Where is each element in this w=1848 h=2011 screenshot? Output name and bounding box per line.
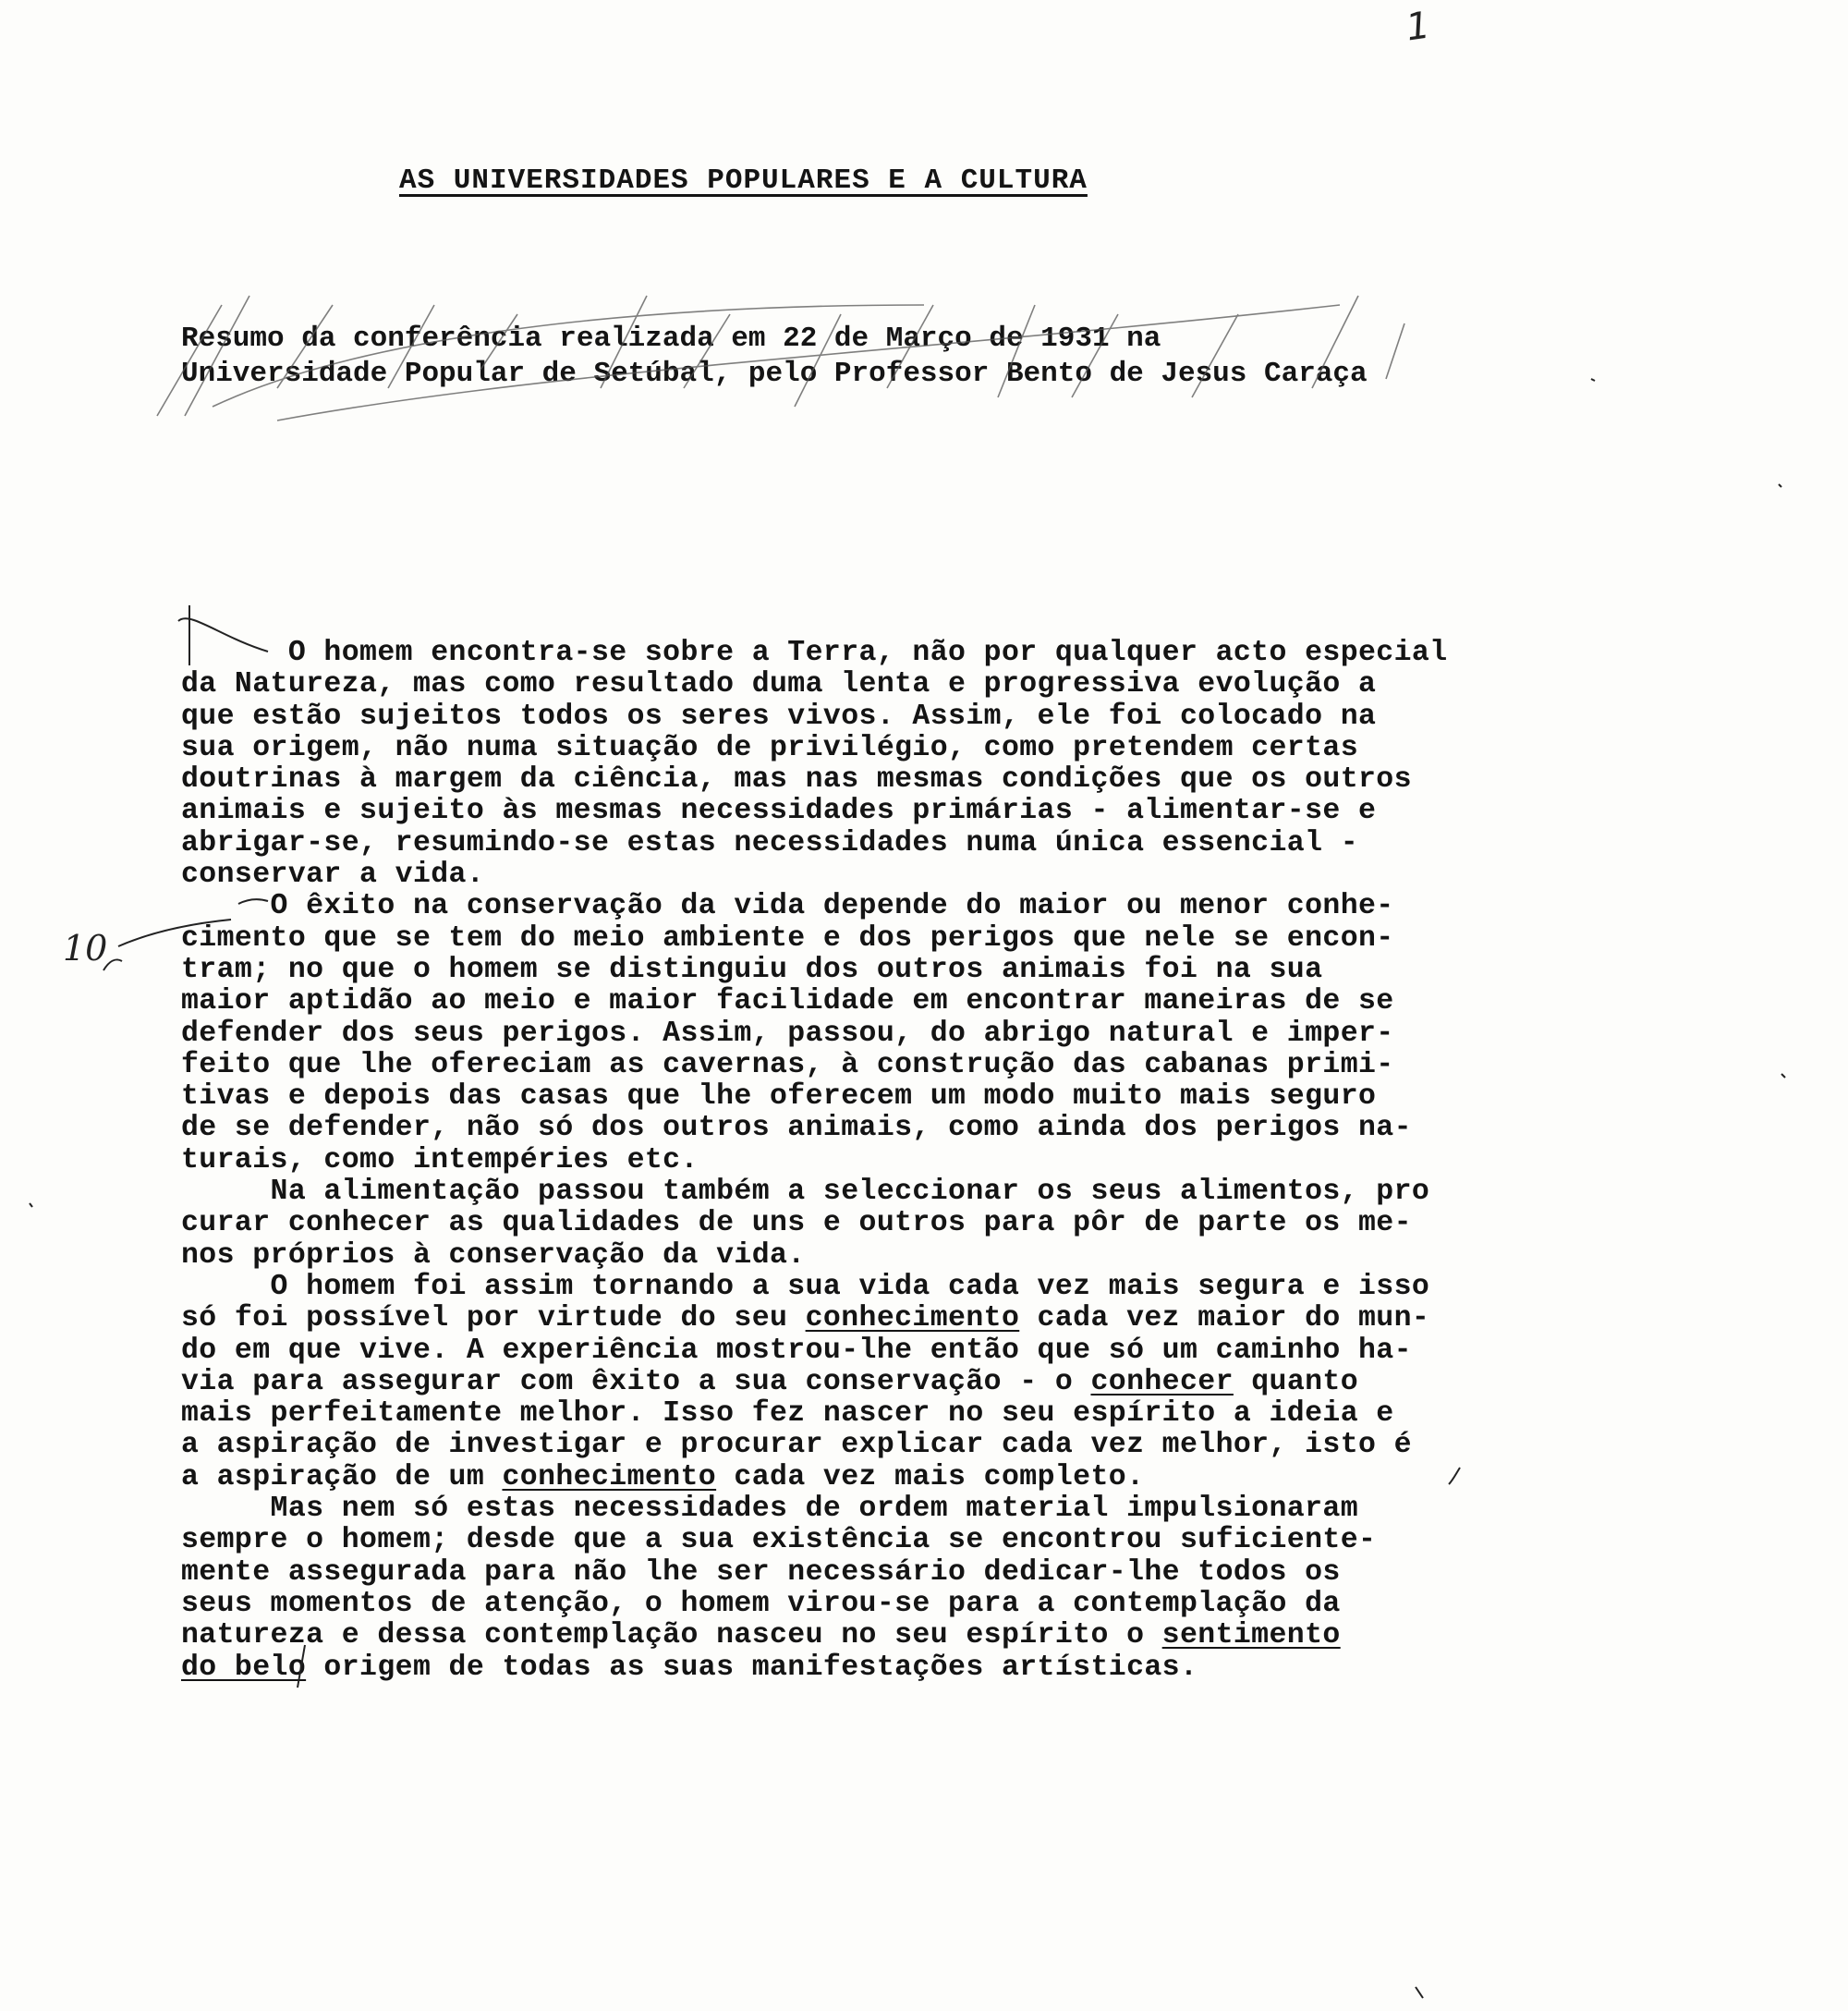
body-line: do em que vive. A experiência mostrou-lhe então que só um caminho ha- [181,1334,1412,1367]
body-line: da Natureza, mas como resultado duma lenta e progressiva evolução a [181,668,1377,701]
body-line: abrigar-se, resumindo-se estas necessidades numa única essencial - [181,826,1359,859]
document-title: AS UNIVERSIDADES POPULARES E A CULTURA [399,165,1088,197]
handwritten-page-number: 1 [1403,4,1433,50]
underlined-term: conhecer [1090,1365,1234,1398]
body-line: natureza e dessa contemplação nasceu no seu espírito o sentimento [181,1619,1341,1652]
subtitle-strikethrough-marks [0,0,1848,444]
body-line: via para assegurar com êxito a sua conservação - o conhecer quanto [181,1365,1359,1398]
body-line: de se defender, não só dos outros animais, como ainda dos perigos na- [181,1112,1412,1145]
body-line: tivas e depois das casas que lhe oferecem um modo muito mais seguro [181,1080,1377,1114]
subtitle-line-1: Resumo da conferência realizada em 22 de Março de 1931 na [181,323,1161,355]
underlined-term: conhecimento [502,1460,717,1493]
body-line: do belo origem de todas as suas manifestações artísticas. [181,1651,1198,1684]
body-line: maior aptidão ao meio e maior facilidade em encontrar maneiras de se [181,985,1394,1018]
handwritten-margin-note: 10 [63,928,108,969]
body-line: que estão sujeitos todos os seres vivos. Assim, ele foi colocado na [181,700,1377,733]
underlined-term: sentimento [1161,1619,1341,1652]
body-line: doutrinas à margem da ciência, mas nas mesmas condições que os outros [181,763,1412,797]
body-line: sua origem, não numa situação de privilégio, como pretendem certas [181,731,1359,764]
body-line: mente assegurada para não lhe ser necessário dedicar-lhe todos os [181,1555,1341,1589]
body-line: tram; no que o homem se distinguiu dos outros animais foi na sua [181,953,1323,986]
body-line: feito que lhe ofereciam as cavernas, à construção das cabanas primi- [181,1048,1394,1081]
body-line: mais perfeitamente melhor. Isso fez nascer no seu espírito a ideia e [181,1397,1394,1431]
body-line: conservar a vida. [181,859,485,892]
document-body [181,638,1512,1684]
body-line: Na alimentação passou também a seleccionar os seus alimentos, pro [181,1176,1430,1209]
subtitle-line-2: Universidade Popular de Setúbal, pelo Professor Bento de Jesus Caraça [181,358,1368,390]
body-line: curar conhecer as qualidades de uns e outros para pôr de parte os me- [181,1207,1412,1240]
body-line: turais, como intempéries etc. [181,1143,699,1176]
body-line: nos próprios à conservação da vida. [181,1238,806,1272]
underlined-term: do belo [181,1651,307,1684]
body-line: defender dos seus perigos. Assim, passou, do abrigo natural e imper- [181,1017,1394,1050]
underlined-term: conhecimento [805,1302,1020,1335]
body-line: O homem foi assim tornando a sua vida cada vez mais segura e isso [181,1270,1430,1303]
body-line: a aspiração de investigar e procurar explicar cada vez melhor, isto é [181,1429,1412,1462]
body-line: a aspiração de um conhecimento cada vez mais completo. [181,1460,1145,1493]
body-line: O homem encontra-se sobre a Terra, não por qualquer acto especial [181,637,1448,669]
body-line: O êxito na conservação da vida depende do maior ou menor conhe- [181,890,1394,923]
body-line: animais e sujeito às mesmas necessidades primárias - alimentar-se e [181,795,1377,828]
body-line: só foi possível por virtude do seu conhecimento cada vez maior do mun- [181,1302,1430,1335]
body-line: Mas nem só estas necessidades de ordem material impulsionaram [181,1493,1359,1526]
body-line: sempre o homem; desde que a sua existência se encontrou suficiente- [181,1524,1377,1557]
body-line: seus momentos de atenção, o homem virou-se para a contemplação da [181,1587,1341,1620]
body-line: cimento que se tem do meio ambiente e dos perigos que nele se encon- [181,921,1394,955]
